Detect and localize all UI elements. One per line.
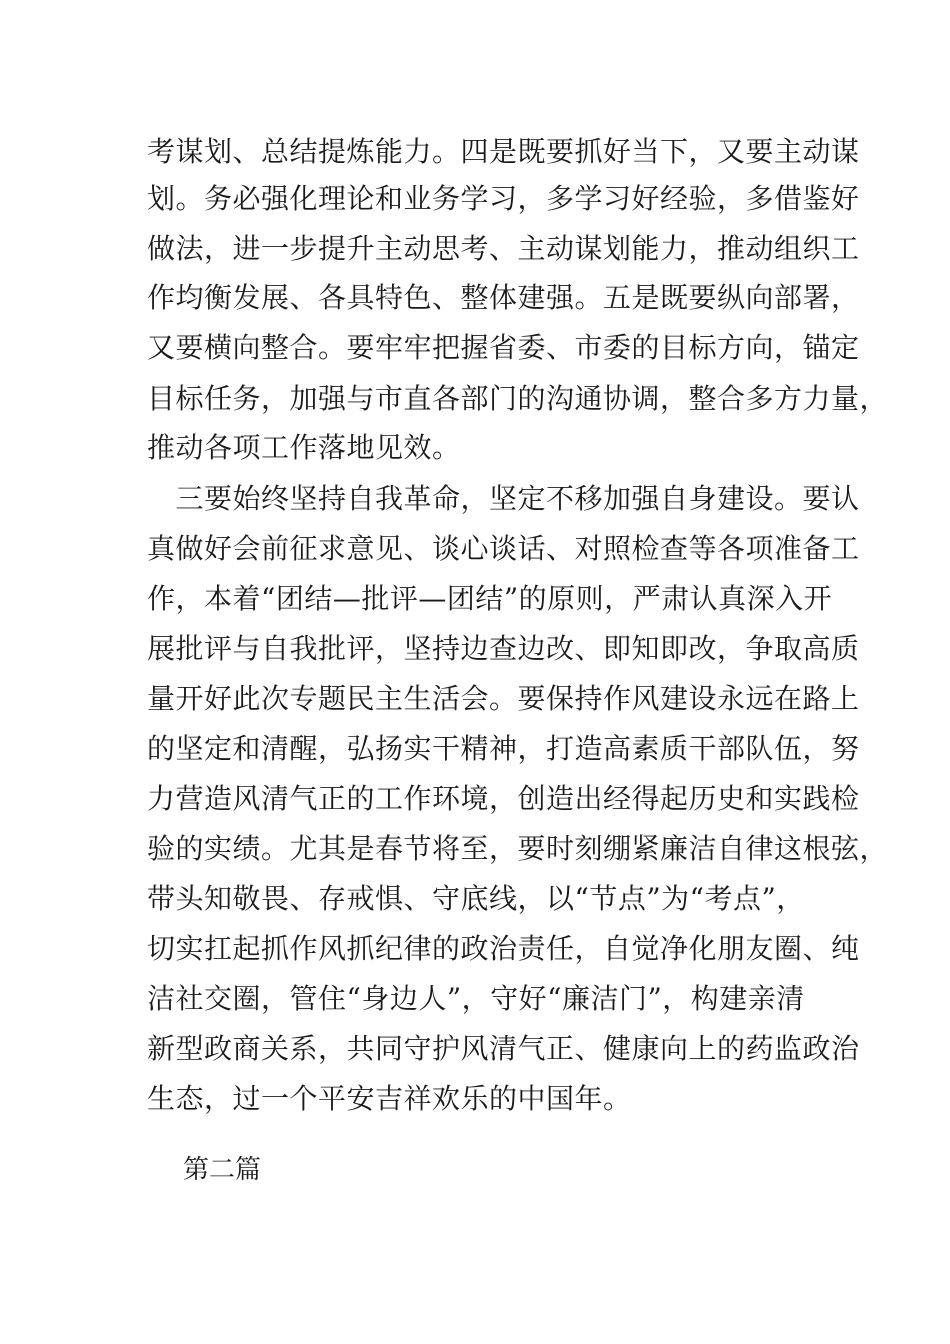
text-line: 的坚定和清醒，弘扬实干精神，打造高素质干部队伍，努 — [147, 732, 860, 765]
text-line: 带头知敬畏、存戒惧、守底线，以“节点”为“考点”， — [147, 882, 805, 915]
text-line: 量开好此次专题民主生活会。要保持作风建设永远在路上 — [147, 682, 860, 715]
text-line: 三要始终坚持自我革命，坚定不移加强自身建设。要认 — [147, 482, 860, 515]
text-line: 考谋划、总结提炼能力。四是既要抓好当下，又要主动谋 — [147, 135, 860, 168]
section-heading: 第二篇 — [183, 1155, 262, 1185]
text-line: 目标任务，加强与市直各部门的沟通协调，整合多方力量， — [147, 382, 889, 415]
text-line: 新型政商关系，共同守护风清气正、健康向上的药监政治 — [147, 1032, 860, 1065]
text-line: 切实扛起抓作风抓纪律的政治责任，自觉净化朋友圈、纯 — [147, 932, 860, 965]
text-line: 验的实绩。尤其是春节将至，要时刻绷紧廉洁自律这根弦， — [147, 832, 889, 865]
text-line: 又要横向整合。要牢牢把握省委、市委的目标方向，锚定 — [147, 331, 860, 364]
text-line: 推动各项工作落地见效。 — [147, 431, 461, 464]
text-line: 做法，进一步提升主动思考、主动谋划能力，推动组织工 — [147, 232, 860, 265]
text-line: 作，本着“团结—批评—团结”的原则，严肃认真深入开 — [147, 582, 833, 615]
text-line: 展批评与自我批评，坚持边查边改、即知即改，争取高质 — [147, 632, 860, 665]
text-line: 划。务必强化理论和业务学习，多学习好经验，多借鉴好 — [147, 182, 860, 215]
text-line: 力营造风清气正的工作环境，创造出经得起历史和实践检 — [147, 782, 860, 815]
text-line: 真做好会前征求意见、谈心谈话、对照检查等各项准备工 — [147, 532, 860, 565]
text-line: 洁社交圈，管住“身边人”，守好“廉洁门”，构建亲清 — [147, 982, 805, 1015]
text-line: 作均衡发展、各具特色、整体建强。五是既要纵向部署， — [147, 281, 860, 314]
text-line: 生态，过一个平安吉祥欢乐的中国年。 — [147, 1082, 632, 1115]
